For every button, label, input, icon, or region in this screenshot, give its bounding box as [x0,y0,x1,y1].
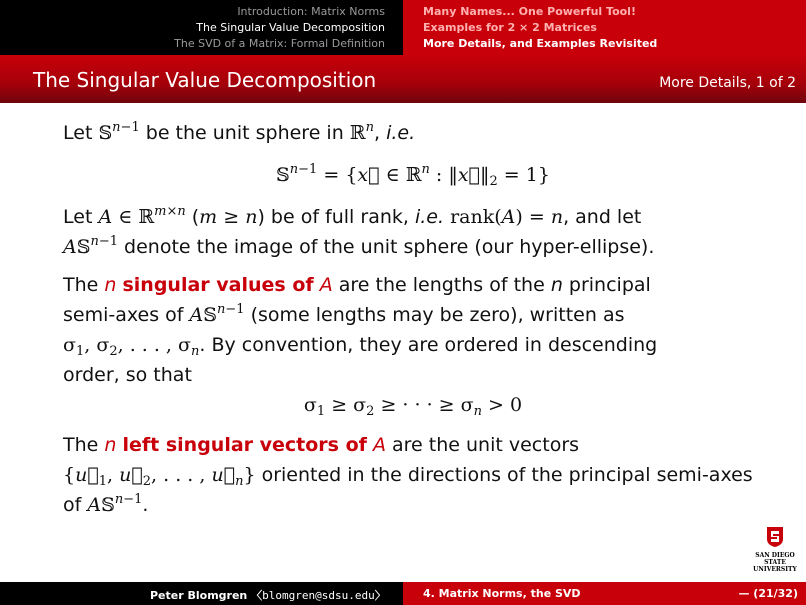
nav-section-svd[interactable]: The Singular Value Decomposition [196,21,385,34]
header-subsections [403,0,806,55]
frame-title: The Singular Value Decomposition [33,68,377,92]
footer-info-bar [403,582,806,605]
nav-section-svd-formal[interactable]: The SVD of a Matrix: Formal Definition [174,37,385,50]
frame-subtitle: More Details, 1 of 2 [659,75,796,91]
university-crest-icon [765,526,785,548]
footer-page-number: — (21/32) [738,587,798,600]
paragraph-left-singular-vectors: The n left singular vectors of A are the unit vectors {$u⃗_1$, $u⃗_2$, . . . , $u⃗_n$} oriented in the directions of the principal semi-axes of A𝕊$^{n-1}$. [63,434,753,516]
equation-ordering: $\sigma_1 \ge \sigma_2$ ≥ · · · ≥ $\sigma_n > 0$ [303,394,523,419]
footer-author-bar: Peter Blomgren 〈blomgren@sdsu.edu〉 [0,582,403,605]
nav-subsection-many-names[interactable]: Many Names... One Powerful Tool! [423,5,636,18]
footer-email: blomgren@sdsu.edu [262,589,375,602]
slide-content [63,118,763,520]
header-sections [0,0,403,55]
frame-title-bar [0,55,806,103]
university-logo: SAN DIEGO STATE UNIVERSITY [750,526,800,573]
footer-author: Peter Blomgren [150,589,248,602]
nav-subsection-more-details[interactable]: More Details, and Examples Revisited [423,37,658,50]
footer-lecture: 4. Matrix Norms, the SVD [423,587,581,600]
paragraph-unit-sphere: Let 𝕊$^{n-1}$ be the unit sphere in ℝ$^n$, i.e. [63,120,416,144]
paragraph-full-rank: Let A ∈ ℝ$^{m\times n}$ (m ≥ n) be of full rank, i.e. rank(A) = n, and let A𝕊$^{n-1}$ denote the image of the unit sphere (our hyper-ellipse). [63,204,655,258]
nav-section-matrix-norms[interactable]: Introduction: Matrix Norms [237,5,385,18]
equation-unit-sphere: 𝕊$^{n-1}$ = {x⃗ ∈ ℝ$^n$ : $‖x⃗‖_2 = 1$} [276,162,550,189]
nav-subsection-examples[interactable]: Examples for 2 × 2 Matrices [423,21,597,34]
paragraph-singular-values: The n singular values of A are the lengths of the n principal semi-axes of A𝕊$^{n-1}$ (some lengths may be zero), written as $\sigma_1$, $\sigma_2$, . . . , $\sigma_n$. By convention, they are ordered in descending order, so that [63,274,658,386]
